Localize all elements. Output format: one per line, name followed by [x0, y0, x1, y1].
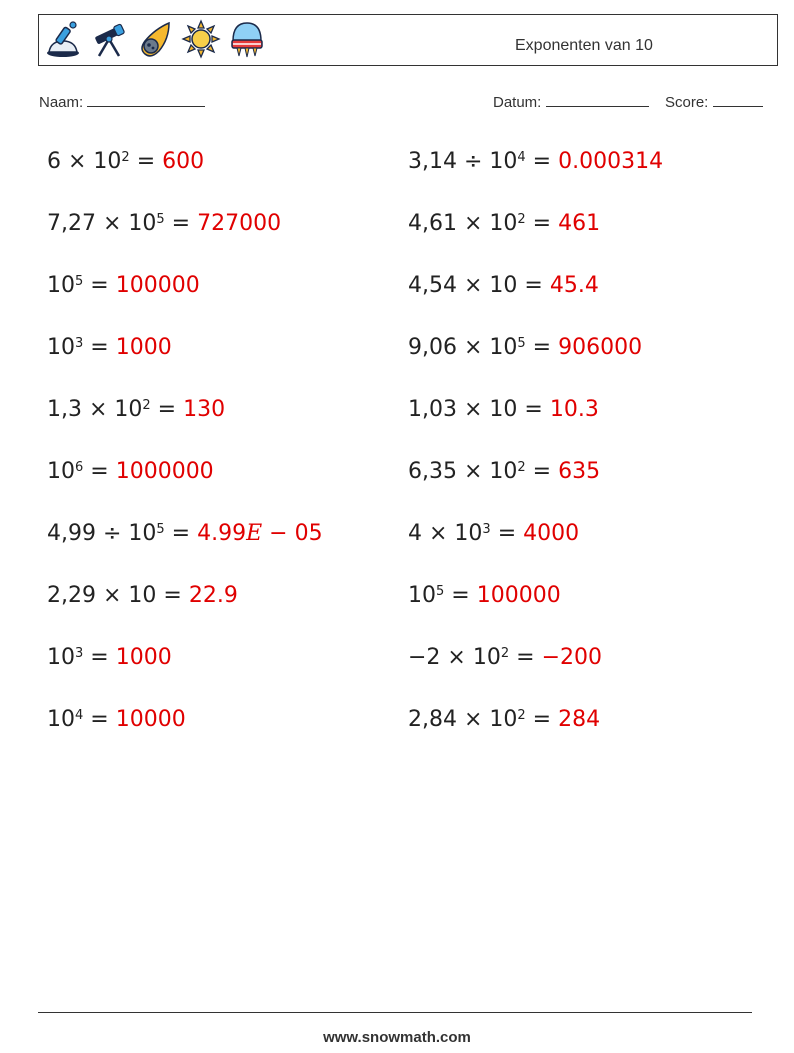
problem-item [408, 396, 599, 424]
problem-item [408, 520, 579, 548]
header-icons [43, 19, 267, 63]
equals-sign: = [164, 211, 198, 236]
equals-sign: = [83, 273, 116, 298]
equals-sign: = [517, 397, 550, 422]
problem-item [408, 210, 600, 238]
problem-exponent: 4 [75, 708, 84, 723]
problem-item [47, 644, 172, 672]
problem-answer: 10.3 [549, 397, 599, 422]
problem-expression: 2,29 × 10 [47, 583, 157, 608]
equals-sign: = [156, 583, 189, 608]
problem-exponent: 3 [75, 646, 84, 661]
problem-answer: 4000 [523, 521, 580, 546]
problem-expression: 10 [47, 459, 75, 484]
problem-exponent: 2 [517, 708, 526, 723]
problem-item [47, 706, 186, 734]
score-label: Score: [665, 94, 709, 111]
problem-item [408, 272, 599, 300]
problem-answer: 1000000 [115, 459, 214, 484]
equals-sign: = [83, 645, 116, 670]
problem-expression: 4,61 × 10 [408, 211, 518, 236]
problem-expression: 10 [408, 583, 436, 608]
problem-exponent: 2 [517, 212, 526, 227]
problem-answer: 600 [162, 149, 205, 174]
problem-exponent: 3 [75, 336, 84, 351]
problem-exponent: 3 [482, 522, 491, 537]
problem-expression: 4,99 ÷ 10 [47, 521, 157, 546]
problem-item [408, 148, 663, 176]
problem-item [47, 210, 281, 238]
equals-sign: = [83, 335, 116, 360]
problem-exponent: 2 [500, 646, 510, 661]
date-field[interactable] [493, 92, 649, 111]
problem-answer: 635 [558, 459, 601, 484]
problem-item [408, 582, 561, 610]
equals-sign: = [525, 707, 559, 732]
problem-expression: 1,3 × 10 [47, 397, 143, 422]
problem-exponent: 5 [75, 274, 84, 289]
date-line [546, 92, 649, 107]
problem-expression: 4,54 × 10 [408, 273, 518, 298]
problem-answer: 284 [558, 707, 601, 732]
problem-expression: 1,03 × 10 [408, 397, 518, 422]
equals-sign: = [525, 459, 559, 484]
problem-exponent: 5 [436, 584, 445, 599]
problem-expression: 6,35 × 10 [408, 459, 518, 484]
problem-expression: −2 × 10 [408, 645, 501, 670]
problem-expression: 10 [47, 707, 75, 732]
problem-item [47, 272, 200, 300]
problem-exponent: 5 [156, 212, 165, 227]
date-label: Datum: [493, 94, 542, 111]
equals-sign: = [525, 149, 559, 174]
footer-divider [38, 1012, 752, 1013]
problem-answer: 100000 [115, 273, 200, 298]
problem-expression: 4 × 10 [408, 521, 483, 546]
microscope-icon [43, 19, 83, 59]
problem-answer: 4.99E − 05 [197, 521, 323, 546]
equals-sign: = [509, 645, 542, 670]
problem-answer: −200 [541, 645, 602, 670]
telescope-icon [89, 19, 129, 59]
page-title: Exponenten van 10 [515, 37, 653, 54]
problem-expression: 10 [47, 335, 75, 360]
problem-answer: 100000 [476, 583, 561, 608]
problem-item [408, 458, 600, 486]
name-label: Naam: [39, 94, 84, 111]
sun-icon [181, 19, 221, 59]
problem-answer: 906000 [558, 335, 643, 360]
problem-item [47, 458, 214, 486]
problem-answer: 0.000314 [558, 149, 664, 174]
footer-url: www.snowmath.com [323, 1029, 471, 1046]
problem-answer: 727000 [197, 211, 282, 236]
problem-expression: 3,14 ÷ 10 [408, 149, 518, 174]
problem-expression: 10 [47, 645, 75, 670]
comet-icon [135, 19, 175, 59]
problem-exponent: 2 [142, 398, 151, 413]
answer-exponent-e: E [246, 521, 263, 546]
equals-sign: = [517, 273, 550, 298]
problem-exponent: 2 [121, 150, 130, 165]
rocket-icon [227, 19, 267, 59]
problem-exponent: 5 [517, 336, 526, 351]
equals-sign: = [444, 583, 477, 608]
problem-answer: 1000 [115, 335, 172, 360]
name-field[interactable] [39, 92, 205, 111]
problem-item [408, 334, 642, 362]
problem-expression: 7,27 × 10 [47, 211, 157, 236]
equals-sign: = [164, 521, 198, 546]
problem-answer: 10000 [115, 707, 186, 732]
problem-answer: 130 [183, 397, 226, 422]
equals-sign: = [525, 211, 559, 236]
header-box [38, 14, 778, 66]
name-line [87, 92, 205, 107]
equals-sign: = [83, 459, 116, 484]
score-field[interactable] [665, 92, 763, 111]
equals-sign: = [83, 707, 116, 732]
equals-sign: = [129, 149, 163, 174]
problem-answer: 45.4 [549, 273, 599, 298]
problem-item [47, 396, 225, 424]
problem-item [408, 706, 600, 734]
score-line [713, 92, 763, 107]
problem-exponent: 4 [517, 150, 526, 165]
problem-answer: 461 [558, 211, 601, 236]
problem-expression: 2,84 × 10 [408, 707, 518, 732]
equals-sign: = [150, 397, 184, 422]
problem-answer: 1000 [115, 645, 172, 670]
problem-item [47, 520, 323, 548]
problem-item [47, 582, 238, 610]
equals-sign: = [490, 521, 524, 546]
problem-expression: 6 × 10 [47, 149, 122, 174]
problem-exponent: 5 [156, 522, 165, 537]
problem-item [408, 644, 602, 672]
problem-expression: 10 [47, 273, 75, 298]
equals-sign: = [525, 335, 559, 360]
problem-item [47, 334, 172, 362]
problem-answer: 22.9 [188, 583, 238, 608]
problem-expression: 9,06 × 10 [408, 335, 518, 360]
problem-exponent: 6 [75, 460, 84, 475]
problem-exponent: 2 [517, 460, 526, 475]
problem-item [47, 148, 204, 176]
